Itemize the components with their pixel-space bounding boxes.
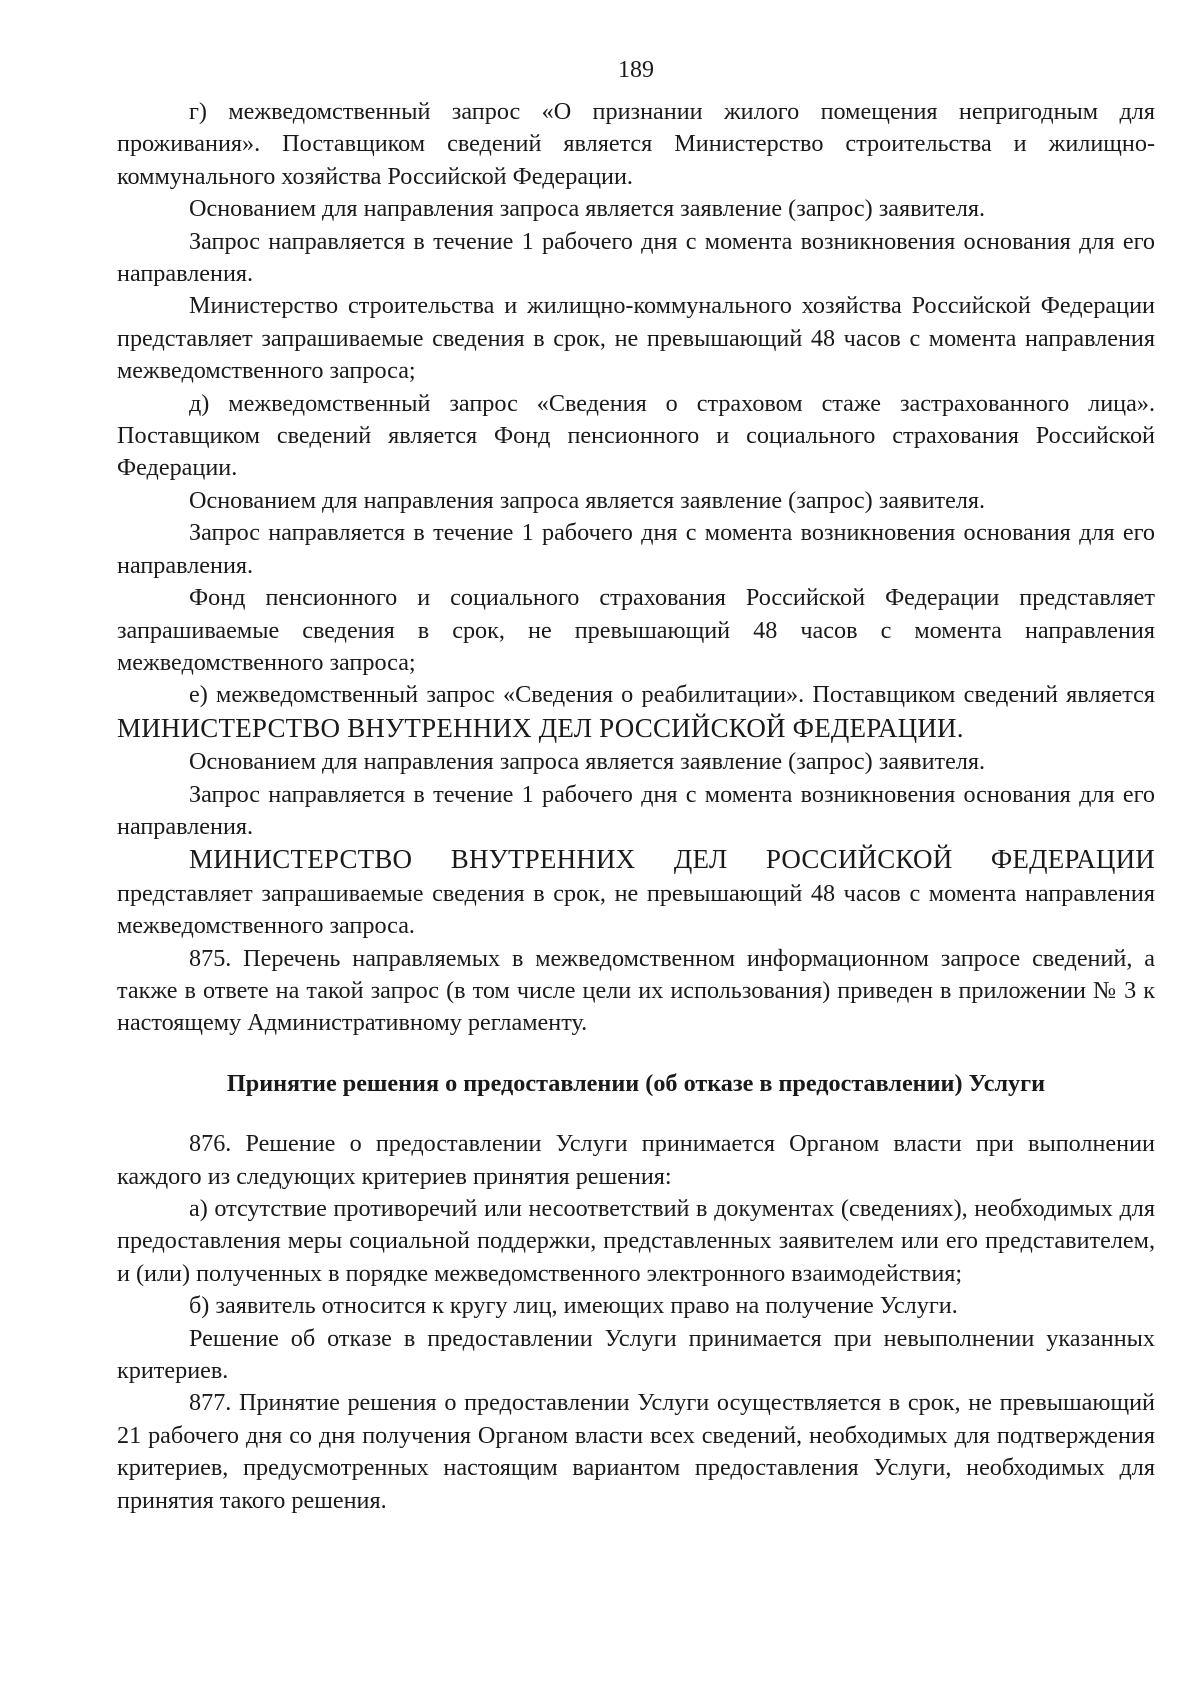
paragraph-e-agency: МИНИСТЕРСТВО ВНУТРЕННИХ ДЕЛ РОССИЙСКОЙ ФЕДЕРАЦИИ.: [117, 712, 964, 743]
page-number: 189: [618, 57, 654, 83]
paragraph-876-b: б) заявитель относится к кругу лиц, имеющих право на получение Услуги.: [189, 1292, 958, 1320]
paragraph-875: 875. Перечень направляемых в межведомственном информационном запросе сведений, а также в ответе на такой запрос (в том числе цели их использования) приведен в приложении № 3 к настоящему Административному регламенту.: [117, 944, 1155, 1037]
paragraph-877: 877. Принятие решения о предоставлении Услуги осуществляется в срок, не превышающий 21 рабочего дня со дня получения Органом власти всех сведений, необходимых для подтверждения критериев, предусмотренных настоящим вариантом предоставления Услуги, необходимых для принятия такого решения.: [117, 1389, 1155, 1514]
paragraph-e-term: Запрос направляется в течение 1 рабочего дня с момента возникновения основания для его направления.: [117, 780, 1155, 840]
paragraph-g-basis: Основанием для направления запроса является заявление (запрос) заявителя.: [189, 195, 986, 223]
paragraph-e-response-text: представляет запрашиваемые сведения в срок, не превышающий 48 часов с момента направления межведомственного запроса.: [117, 879, 1155, 940]
section-heading: Принятие решения о предоставлении (об отказе в предоставлении) Услуги: [226, 1069, 1046, 1097]
paragraph-e-basis: Основанием для направления запроса является заявление (запрос) заявителя.: [189, 748, 986, 776]
paragraph-g-term: Запрос направляется в течение 1 рабочего дня с момента возникновения основания для его направления.: [117, 227, 1155, 288]
paragraph-d-term: Запрос направляется в течение 1 рабочего дня с момента возникновения основания для его направления.: [117, 519, 1155, 579]
paragraph-g-request: г) межведомственный запрос «О признании жилого помещения непригодным для проживания». Поставщиком сведений является Министерство строительства и жилищно-коммунального хозяйства Российской Федерации.: [117, 98, 1155, 190]
paragraph-e-request: [117, 679, 1155, 746]
paragraph-e-response: [117, 843, 1155, 942]
paragraph-e-prefix: е) межведомственный запрос «Сведения о реабилитации». Поставщиком сведений является: [189, 681, 1155, 709]
paragraph-d-basis: Основанием для направления запроса является заявление (запрос) заявителя.: [189, 486, 986, 514]
paragraph-g-response: Министерство строительства и жилищно-коммунального хозяйства Российской Федерации представляет запрашиваемые сведения в срок, не превышающий 48 часов с момента направления межведомственного запроса;: [117, 292, 1155, 385]
paragraph-d-response: Фонд пенсионного и социального страхования Российской Федерации представляет запрашиваемые сведения в срок, не превышающий 48 часов с момента направления межведомственного запроса;: [117, 584, 1155, 676]
paragraph-d-request: д) межведомственный запрос «Сведения о страховом стаже застрахованного лица». Поставщиком сведений является Фонд пенсионного и социального страхования Российской Федерации.: [117, 389, 1155, 482]
paragraph-e-response-agency: МИНИСТЕРСТВО ВНУТРЕННИХ ДЕЛ РОССИЙСКОЙ ФЕДЕРАЦИИ: [189, 844, 1155, 875]
paragraph-876-a: а) отсутствие противоречий или несоответствий в документах (сведениях), необходимых для предоставления меры социальной поддержки, представленных заявителем или его представителем, и (или) полученных в порядке межведомственного электронного взаимодействия;: [117, 1195, 1155, 1287]
paragraph-refusal: Решение об отказе в предоставлении Услуги принимается при невыполнении указанных критериев.: [117, 1324, 1155, 1385]
document-body: [117, 96, 1155, 1517]
paragraph-876: 876. Решение о предоставлении Услуги принимается Органом власти при выполнении каждого из следующих критериев принятия решения:: [117, 1130, 1155, 1190]
